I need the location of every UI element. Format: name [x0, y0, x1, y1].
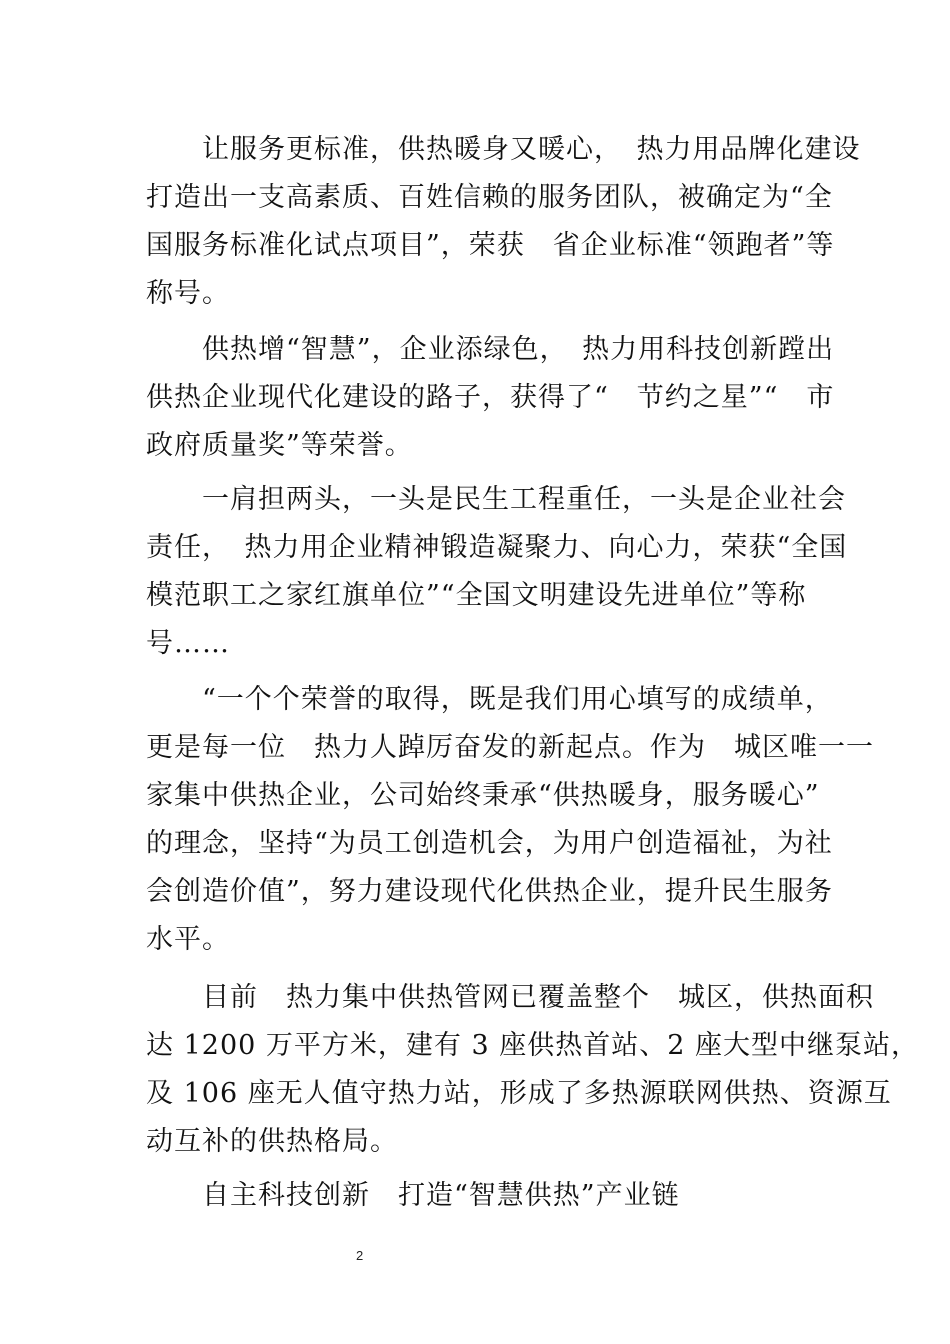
text-line: 让服务更标准，供热暖身又暖心， 热力用品牌化建设 — [146, 134, 861, 165]
text-line: 责任， 热力用企业精神锻造凝聚力、向心力，荣获“全国 — [146, 532, 848, 563]
text-line: 及 106 座无人值守热力站，形成了多热源联网供热、资源互 — [146, 1078, 892, 1109]
text-line: 动互补的供热格局。 — [146, 1126, 398, 1157]
text-line: 会创造价值”，努力建设现代化供热企业，提升民生服务 — [146, 876, 833, 907]
text-line: 供热增“智慧”，企业添绿色， 热力用科技创新蹚出 — [146, 334, 835, 365]
text-line: “一个个荣誉的取得，既是我们用心填写的成绩单， — [146, 684, 833, 715]
text-line: 的理念，坚持“为员工创造机会，为用户创造福祉，为社 — [146, 828, 833, 859]
text-line: 供热企业现代化建设的路子，获得了“ 节约之星”“ 市 — [146, 382, 835, 413]
text-line: 水平。 — [146, 924, 230, 955]
text-line: 一肩担两头，一头是民生工程重任，一头是企业社会 — [146, 484, 846, 515]
text-line: 号…… — [146, 628, 230, 659]
text-line: 国服务标准化试点项目”，荣获 省企业标准“领跑者”等 — [146, 230, 835, 261]
page-number: 2 — [356, 1248, 364, 1263]
text-line: 更是每一位 热力人踔厉奋发的新起点。作为 城区唯一一 — [146, 732, 874, 763]
text-line: 政府质量奖”等荣誉。 — [146, 430, 413, 461]
text-line: 达 1200 万平方米，建有 3 座供热首站、2 座大型中继泵站， — [146, 1030, 919, 1061]
text-line: 目前 热力集中供热管网已覆盖整个 城区，供热面积 — [146, 982, 874, 1013]
text-line: 家集中供热企业，公司始终秉承“供热暖身，服务暖心” — [146, 780, 820, 811]
text-line: 自主科技创新 打造“智慧供热”产业链 — [146, 1180, 680, 1211]
text-line: 模范职工之家红旗单位”“全国文明建设先进单位”等称 — [146, 580, 807, 611]
text-line: 打造出一支高素质、百姓信赖的服务团队，被确定为“全 — [146, 182, 833, 213]
text-line: 称号。 — [146, 278, 230, 309]
